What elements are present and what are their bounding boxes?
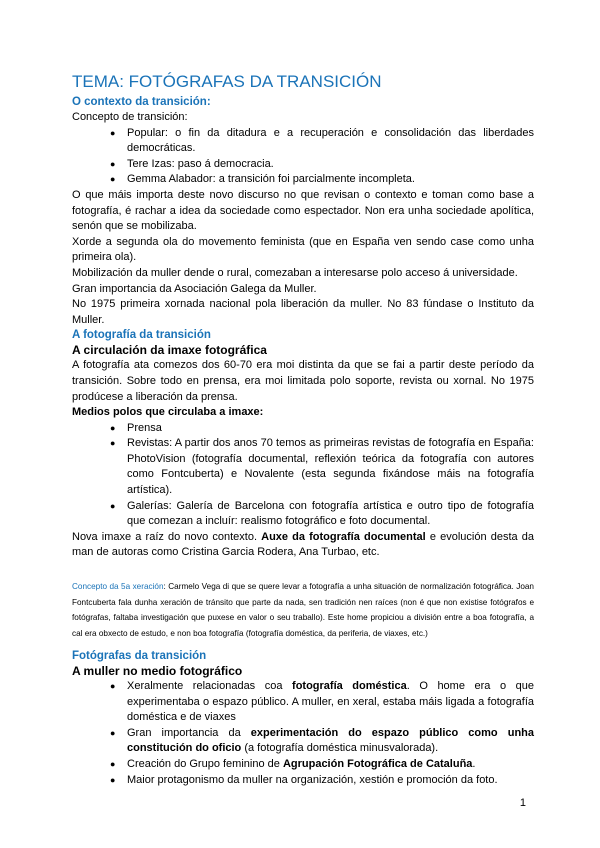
list-item: ● Galerías: Galería de Barcelona con fotografía artística e outro tipo de fotografía que comezan a incluír: realismo fotográfico e foto documental. — [127, 499, 534, 530]
list-item: ● Popular: o fin da ditadura e a recuperación e consolidación das liberdades democráticas. — [127, 126, 534, 157]
document-page — [72, 72, 534, 788]
bold-run: Agrupación Fotográfica de Cataluña — [282, 758, 473, 770]
text-run: (a fotografía doméstica minusvalorada). — [241, 742, 439, 755]
text-run: . O home era o que experimentaba o espazo público. A muller, en xeral, estaba máis ligada a fotografía doméstica e de viaxes — [127, 680, 534, 724]
subheading-woman: A muller no medio fotográfico — [72, 664, 243, 679]
list-item: ● Maior protagonismo da muller na organización, xestión e promoción da foto. — [127, 773, 534, 789]
bold-run: Auxe da fotografía documental — [261, 530, 426, 543]
note-label: Concepto da 5a xeración — [72, 582, 164, 592]
bullet-list — [72, 126, 534, 188]
list-item: ● Prensa — [127, 421, 534, 437]
text-run: Xeralmente relacionadas coa — [127, 680, 293, 693]
paragraph: Gran importancia da Asociación Galega da Muller. — [72, 282, 317, 295]
document-title: TEMA: FOTÓGRAFAS DA TRANSICIÓN — [72, 72, 382, 91]
text-run: Nova imaxe a raíz do novo contexto. — [72, 530, 262, 543]
text-run: Creación do Grupo feminino de — [127, 758, 283, 770]
paragraph: No 1975 primeira xornada nacional pola liberación da muller. No 83 fúndase o Instituto da Muller. — [72, 298, 534, 326]
paragraph: O que máis importa deste novo discurso no que revisan o contexto e toman como base a fotografía, é rachar a idea da sociedade como espectador. Non era unha sociedade apolítica, senón que se mobilizaba. — [72, 188, 534, 233]
list-item — [127, 679, 534, 726]
note-paragraph — [72, 579, 534, 641]
text-run: Gran importancia da — [127, 726, 251, 739]
page-number: 1 — [519, 797, 526, 809]
paragraph: A fotografía ata comezos dos 60-70 era moi distinta da que se fai a partir deste período da transición. Sobre todo en prensa, era moi limitada polo soporte, revista ou xornal. No 1975 prodúcese a liberación da prensa. — [72, 359, 534, 403]
list-item: ● Tere Izas: paso á democracia. — [127, 157, 534, 173]
subheading-circulation: A circulación da imaxe fotográfica — [72, 343, 267, 358]
paragraph: Concepto de transición: — [72, 111, 188, 123]
paragraph: Mobilización da muller dende o rural, comezaban a interesarse polo acceso á universidade. — [72, 266, 518, 279]
paragraph: Xorde a segunda ola do movemento feminista (que en España ven sendo case como unha primeira ola). — [72, 235, 534, 264]
bold-run: fotografía doméstica — [292, 680, 407, 693]
note-text: : Carmelo Vega di que se quere levar a fotografía a unha situación de normalización fotográfica. Joan Fontcuberta fala dunha xeración de tránsito que parte da nada, sen tradición nen raíces (non é que non existise fotógrafos e fotógrafas, faltaba investigación que puxese en valor o seu traballo). Este home propiciou a división entre a boa fotografía, a cal era obxecto de estudo, e non boa fotografía (fotografía doméstica, da periferia, de viaxes, etc.) — [72, 582, 534, 638]
paragraph — [72, 530, 534, 561]
list-item: ● Gemma Alabador: a transición foi parcialmente incompleta. — [127, 172, 534, 188]
text-run: e evolución desta da man de autoras como Cristina Garcia Rodera, Ana Turbao, etc. — [72, 530, 535, 559]
text-run: . — [472, 758, 476, 770]
paragraph-bold — [72, 405, 534, 421]
list-item — [127, 726, 534, 757]
list-item: ● Revistas: A partir dos anos 70 temos as primeiras revistas de fotografía en España: PhotoVision (fotografía documental, reflexión teórica da fotografía con autores como Fontcuberta) e Novalente (esta segunda fixándose máis na fotografía artística). — [127, 436, 534, 498]
media-heading: Medios polos que circulaba a imaxe: — [72, 406, 264, 419]
section-heading-photographers: Fotógrafas da transición — [72, 650, 207, 663]
bold-run: experimentación do espazo público como unha constitución do oficio — [127, 726, 534, 755]
bullet-list — [72, 421, 534, 530]
bullet-list — [72, 679, 534, 788]
section-heading-context: O contexto da transición: — [72, 96, 211, 108]
list-item — [127, 757, 534, 773]
section-heading-photography: A fotografía da transición — [72, 329, 211, 342]
